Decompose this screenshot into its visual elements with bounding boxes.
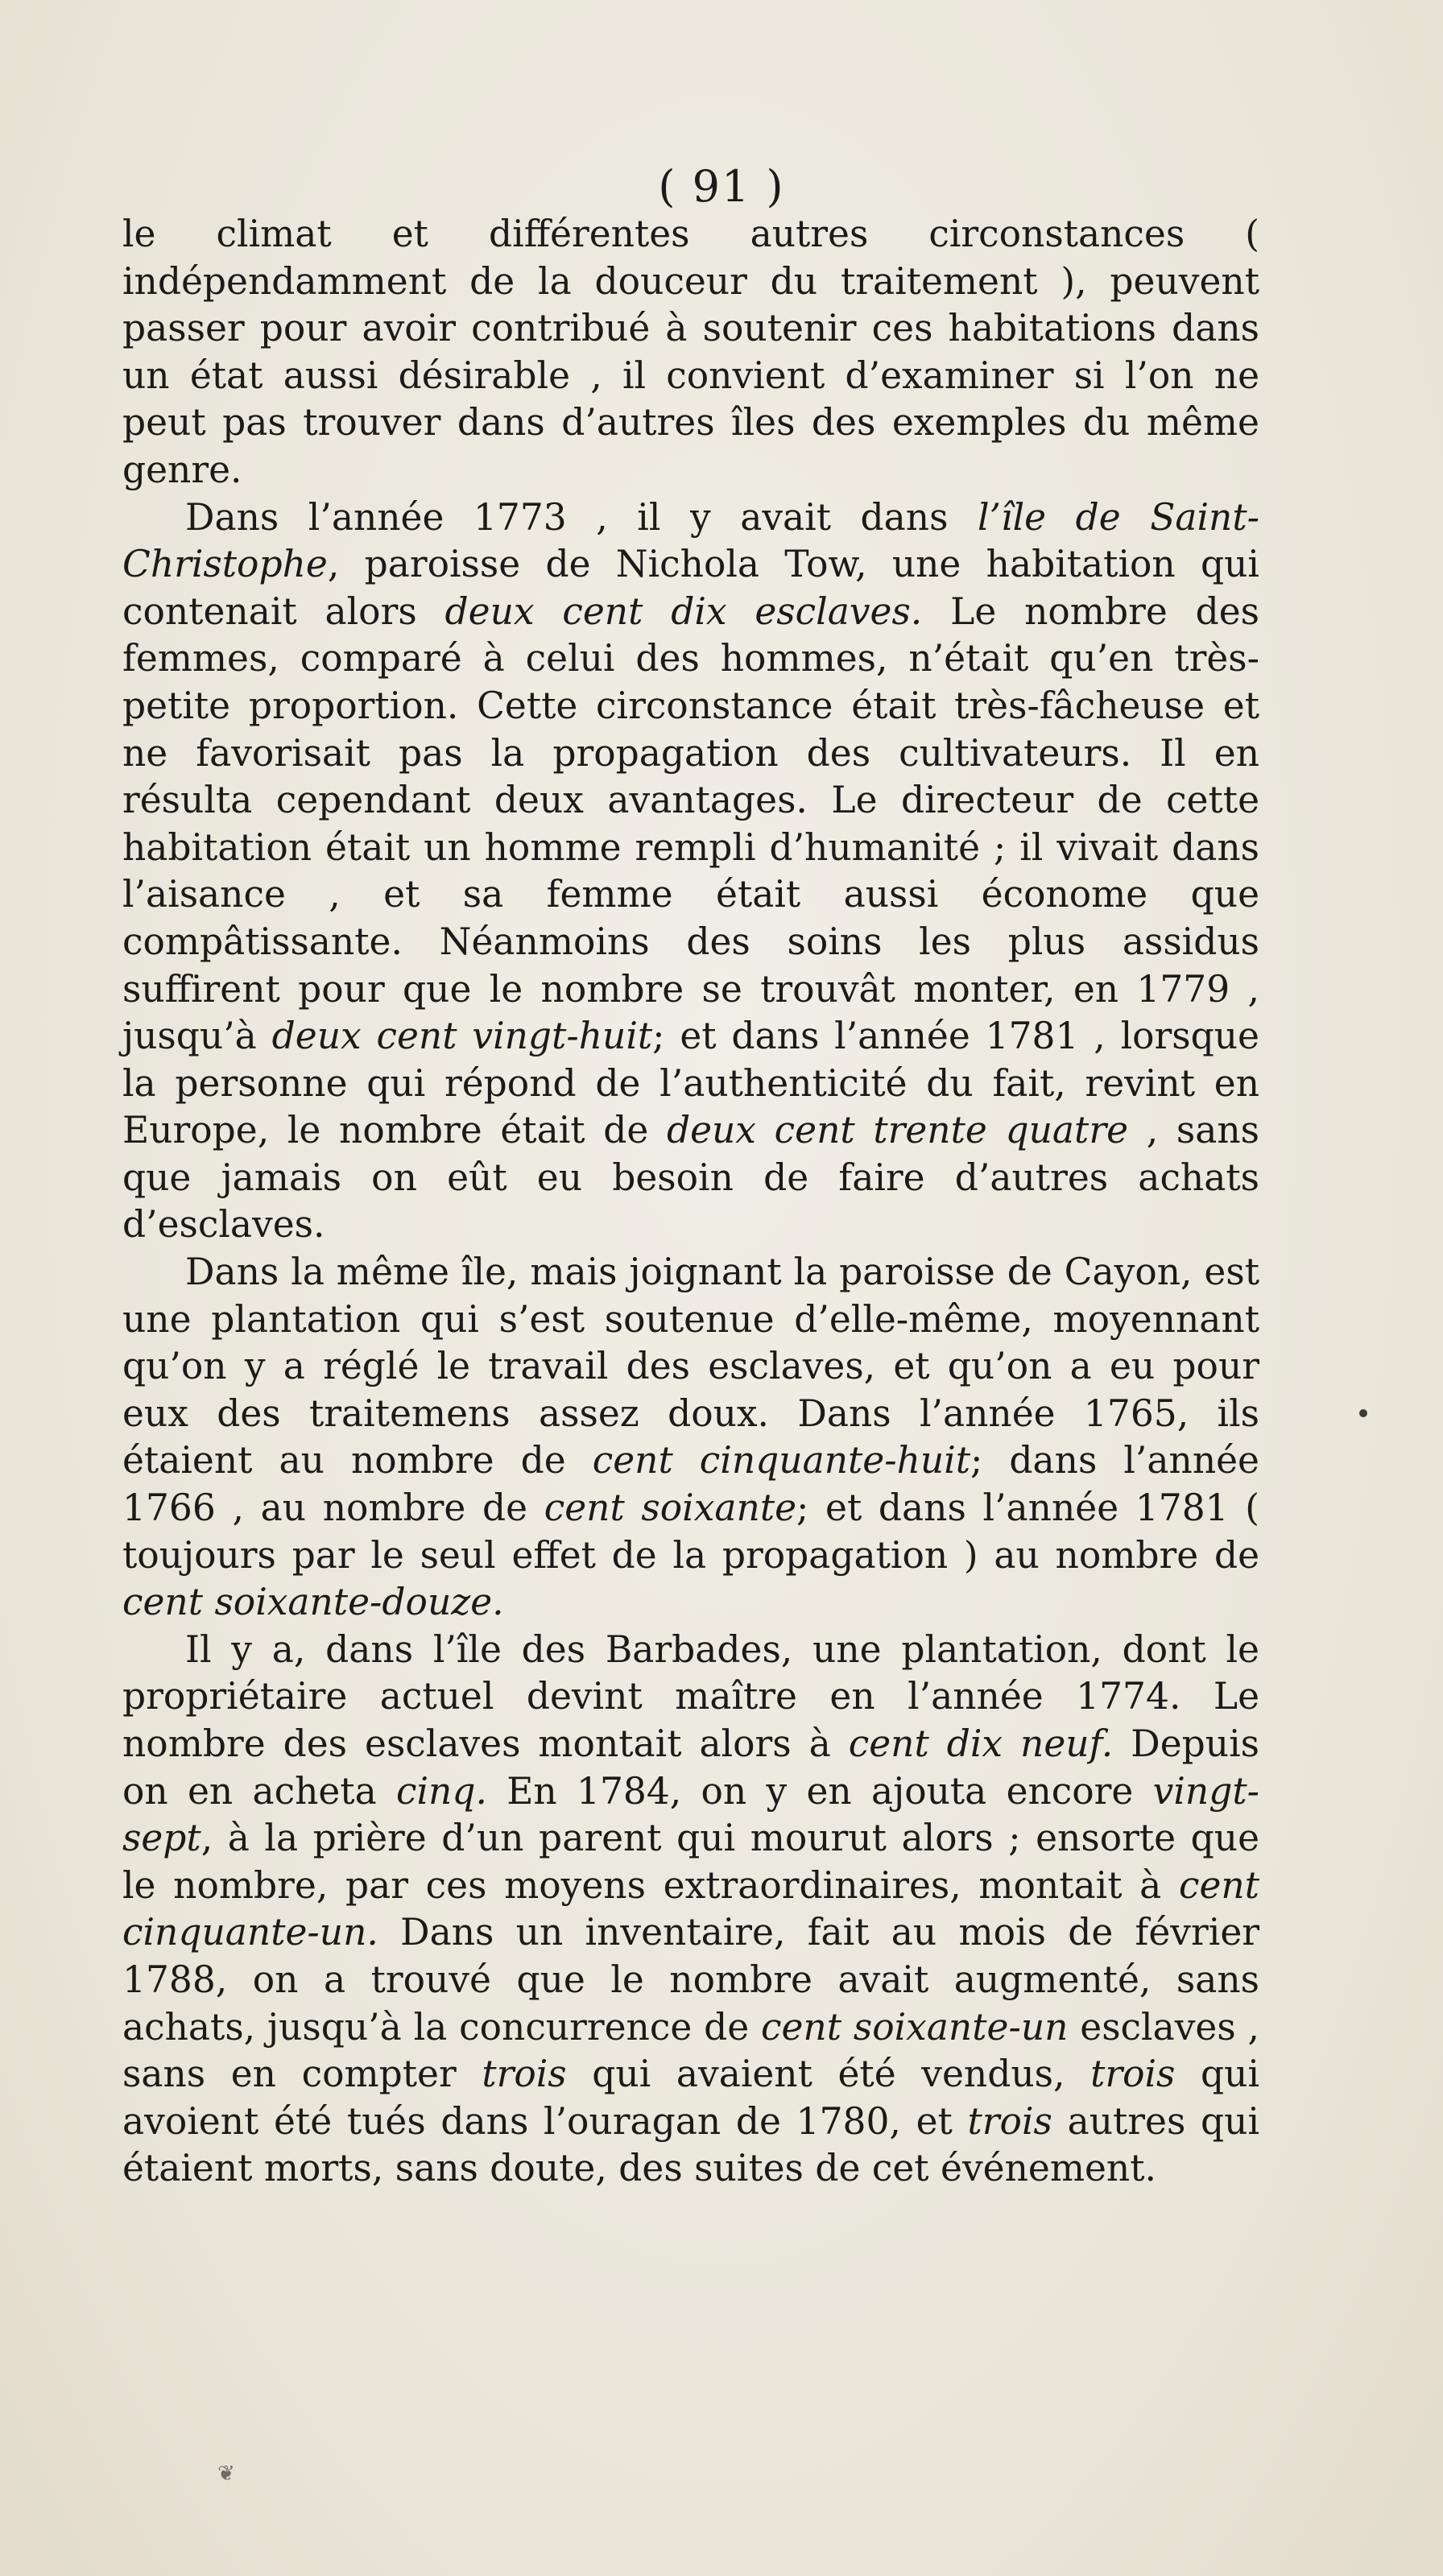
italic-text: cent dix neuf. — [848, 1722, 1114, 1765]
text-run: Dans un inventaire, fait au mois de février 1788, on a trouvé que le nombre avait augmenté, sans achats, jusqu’à la concurrence de — [122, 1911, 1259, 2049]
text-run: Il y a, dans l’île des Barbades, une plantation, dont le propriétaire actuel devint maître en l’année 1774. Le nombre des esclaves montait alors à — [122, 1627, 1259, 1765]
italic-text: deux cent dix esclaves. — [444, 589, 923, 633]
text-run: Le nombre des femmes, comparé à celui des hommes, n’était qu’en très-petite proportion. Cette circonstance était très-fâcheuse et ne favorisait pas la propagation des cultivateurs. Il en résulta cependant deux avantages. Le directeur de cette habitation était un homme rempli d’humanité ; il vivait dans l’aisance , et sa femme était aussi économe que compâtissante. Néanmoins des soins les plus assidus suffirent pour que le nombre se trouvât monter, en 1779 , jusqu’à — [122, 589, 1259, 1058]
italic-text: trois — [1090, 2053, 1176, 2096]
text-run: esclaves , sans en compter — [122, 2005, 1260, 2096]
text-run: Dans la même île, mais joignant la paroisse de Cayon, est une plantation qui s’est soutenue d’elle-même, moyennant qu’on y a réglé le travail des esclaves, et qu’on a eu pour eux des traitemens assez doux. Dans l’année 1765, ils étaient au nombre de — [122, 1251, 1259, 1482]
paragraph-3 — [122, 1249, 1259, 1627]
italic-text: cent soixante — [544, 1486, 797, 1530]
text-run: le climat et différentes autres circonstances ( indépendamment de la douceur du traitement ), peuvent passer pour avoir contribué à soutenir ces habitations dans un état aussi désirable , il convient d’examiner si l’on ne peut pas trouver dans d’autres îles des exemples du même genre. — [122, 213, 1259, 491]
italic-text: trois — [482, 2053, 567, 2096]
text-run: , paroisse de Nichola Tow, une habitation qui contenait alors — [122, 543, 1259, 633]
text-run: qui avoient été tués dans l’ouragan de 1780, et — [122, 2053, 1260, 2143]
italic-text: cent cinquante-un. — [122, 1863, 1259, 1954]
text-run: , sans que jamais on eût eu besoin de faire d’autres achats d’esclaves. — [122, 1109, 1259, 1247]
text-run: ; dans l’année 1766 , au nombre de — [122, 1439, 1259, 1530]
text-run: ; et dans l’année 1781 , lorsque la personne qui répond de l’authenticité du fait, revint en Europe, le nombre était de — [122, 1015, 1259, 1152]
italic-text: vingt-sept — [122, 1769, 1259, 1860]
paragraph-1 — [122, 211, 1259, 494]
body-text — [122, 211, 1259, 2193]
italic-text: trois — [967, 2099, 1052, 2143]
ink-speck — [1359, 1409, 1367, 1417]
italic-text: cinq. — [396, 1769, 487, 1813]
text-run: Dans l’année 1773 , il y avait dans — [185, 495, 978, 539]
text-run: En 1784, on y en ajouta encore — [486, 1769, 1153, 1813]
italic-text: deux cent vingt-huit — [271, 1015, 653, 1058]
text-run: , à la prière d’un parent qui mourut alors ; ensorte que le nombre, par ces moyens extraordinaires, montait à — [122, 1817, 1259, 1907]
italic-text: cent soixante-douze. — [122, 1581, 504, 1624]
italic-text: cent soixante-un — [761, 2005, 1069, 2049]
text-run: autres qui étaient morts, sans doute, des suites de cet événement. — [122, 2099, 1259, 2190]
text-run: qui avaient été vendus, — [566, 2053, 1091, 2096]
text-run: ; et dans l’année 1781 ( toujours par le seul effet de la propagation ) au nombre de — [122, 1486, 1260, 1577]
text-run: Depuis on en acheta — [122, 1722, 1260, 1813]
italic-text: l’île de Saint-Christophe — [122, 495, 1259, 586]
italic-text: deux cent trente quatre — [666, 1109, 1129, 1152]
paragraph-4 — [122, 1627, 1259, 2193]
italic-text: cent cinquante-huit — [592, 1439, 971, 1482]
paragraph-2 — [122, 494, 1259, 1250]
fleuron-icon: ❦ — [217, 2462, 235, 2486]
page-number: ( 91 ) — [658, 161, 785, 212]
